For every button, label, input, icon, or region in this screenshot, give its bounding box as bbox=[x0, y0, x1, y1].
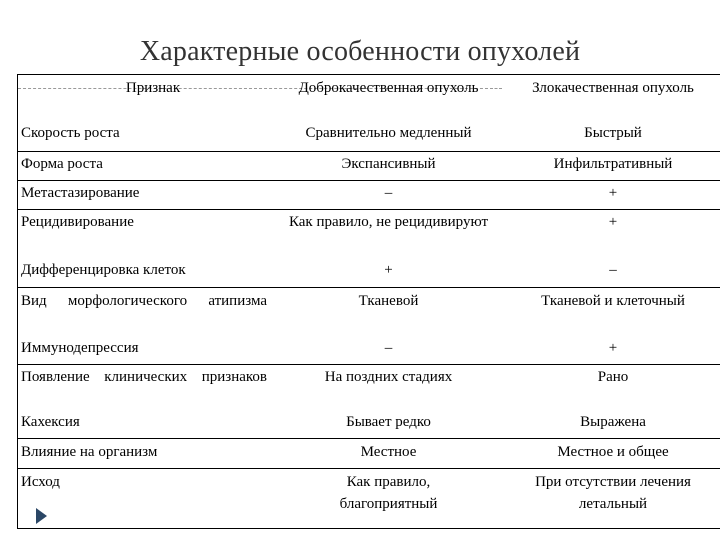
row-benign: Местное bbox=[360, 444, 417, 460]
row-malignant: + bbox=[608, 340, 618, 356]
row-malignant: Инфильтративный bbox=[553, 156, 673, 172]
row-benign: – bbox=[384, 185, 393, 201]
row-feature: Форма роста bbox=[21, 156, 103, 172]
row-feature: Метастазирование bbox=[21, 185, 140, 201]
next-slide-arrow-icon[interactable] bbox=[36, 508, 47, 524]
row-malignant: + bbox=[608, 214, 618, 230]
row-feature: Кахексия bbox=[21, 414, 80, 430]
table-row bbox=[18, 288, 720, 365]
header-feature: Признак bbox=[125, 80, 181, 96]
table-row bbox=[18, 469, 720, 528]
row-benign: Бывает редко bbox=[346, 414, 431, 430]
row-feature: Влияние на организм bbox=[21, 444, 158, 460]
table-header-row bbox=[18, 75, 720, 119]
row-benign: – bbox=[384, 340, 393, 356]
page-title: Характерные особенности опухолей bbox=[139, 36, 581, 67]
row-malignant: Рано bbox=[597, 369, 629, 385]
header-benign: Доброкачественная опухоль bbox=[298, 80, 479, 96]
row-benign: Экспансивный bbox=[341, 156, 436, 172]
row-malignant: Местное и общее bbox=[557, 444, 669, 460]
row-malignant: – bbox=[609, 262, 617, 278]
row-malignant: Тканевой и клеточный bbox=[541, 293, 685, 309]
row-benign: Как правило, не рецидивируют bbox=[288, 214, 489, 230]
row-malignant: + bbox=[608, 185, 618, 201]
table-row bbox=[18, 152, 720, 181]
row-feature: Исход bbox=[21, 474, 60, 490]
table-row bbox=[18, 365, 720, 439]
table-row bbox=[18, 181, 720, 210]
header-malignant: Злокачественная опухоль bbox=[532, 80, 694, 96]
table-row bbox=[18, 119, 720, 152]
row-feature: Дифференцировка клеток bbox=[21, 262, 186, 278]
table-row bbox=[18, 210, 720, 288]
row-feature: Вид морфологического атипизма bbox=[21, 293, 267, 309]
row-benign: + bbox=[384, 262, 393, 278]
row-benign: На поздних стадиях bbox=[324, 369, 453, 385]
row-feature: Рецидивирование bbox=[21, 214, 134, 230]
row-benign: Сравнительно медленный bbox=[305, 125, 472, 141]
row-feature: Скорость роста bbox=[21, 125, 120, 141]
row-benign: Как правило, благоприятный bbox=[339, 474, 438, 512]
row-feature: Появление клинических признаков bbox=[21, 369, 267, 385]
row-malignant: Выражена bbox=[580, 414, 646, 430]
row-feature: Иммунодепрессия bbox=[21, 340, 139, 356]
table-row bbox=[18, 439, 720, 469]
row-malignant: Быстрый bbox=[584, 125, 642, 141]
row-benign: Тканевой bbox=[358, 293, 419, 309]
comparison-table bbox=[17, 74, 720, 529]
row-malignant: При отсутствии лечения летальный bbox=[535, 474, 691, 512]
